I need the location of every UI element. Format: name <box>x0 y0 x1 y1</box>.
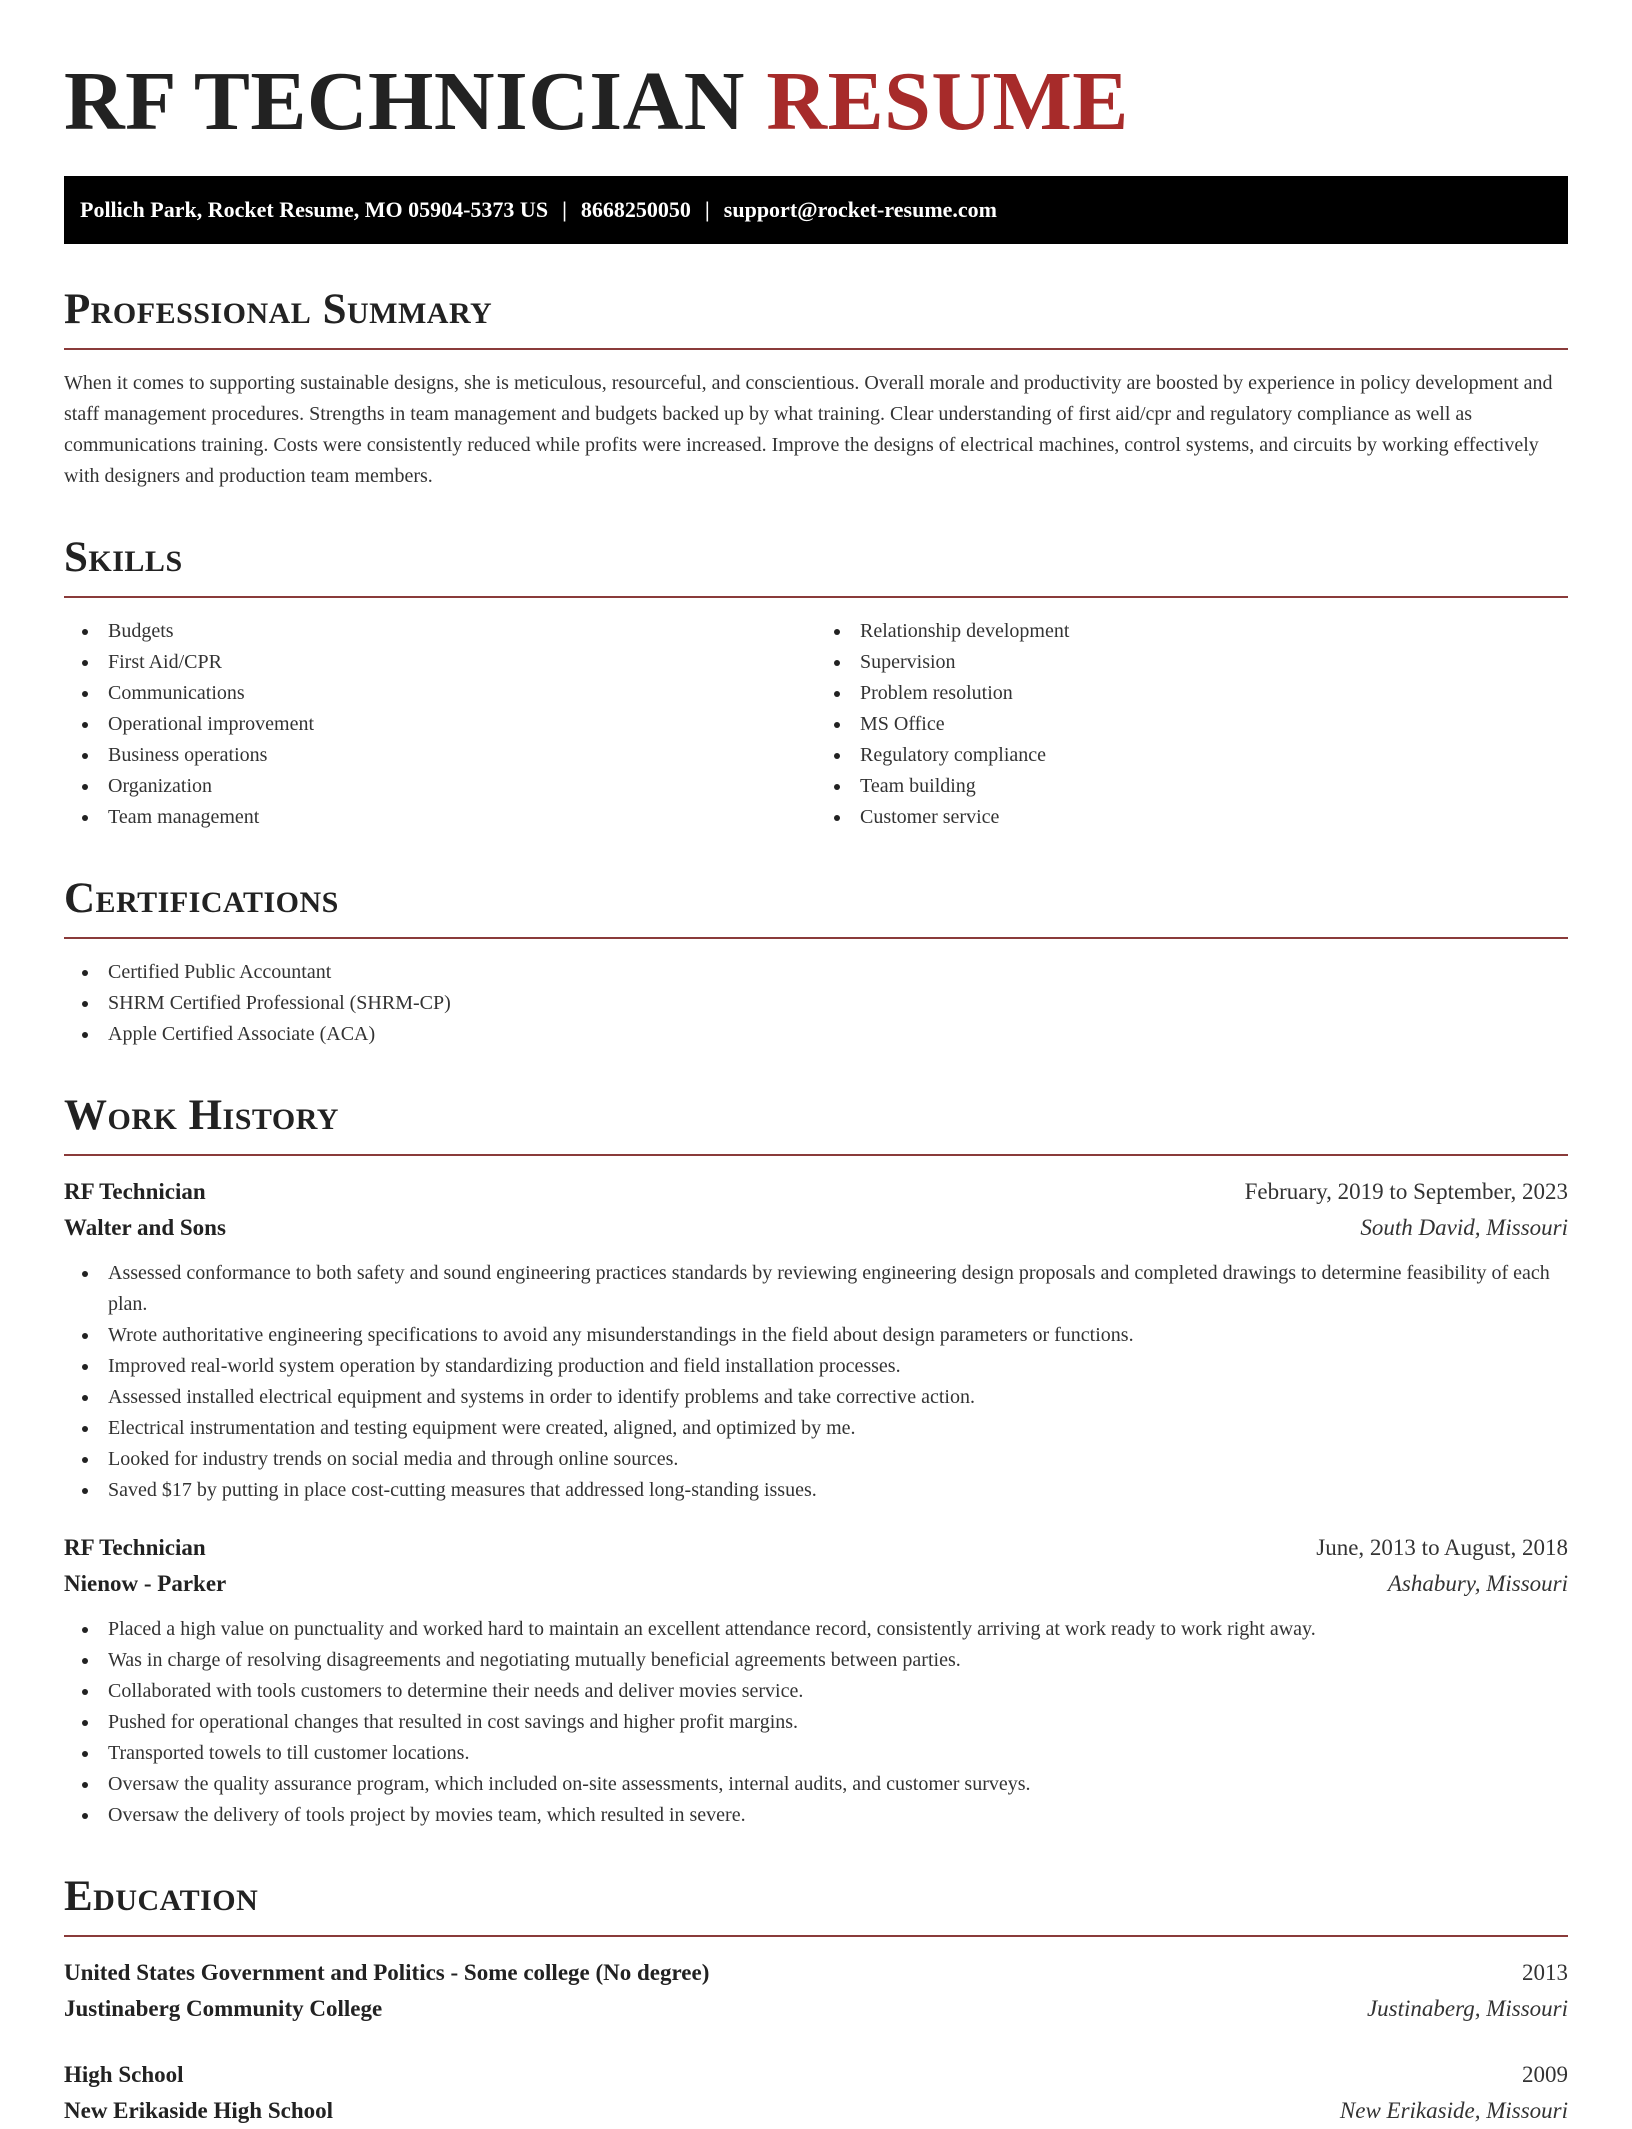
skill-item: Relationship development <box>860 616 1568 647</box>
certifications-section <box>64 873 1568 1050</box>
certification-item: Certified Public Accountant <box>108 957 1568 988</box>
skill-item: MS Office <box>860 709 1568 740</box>
education-school-row <box>64 2093 1568 2129</box>
skill-item: Organization <box>108 771 816 802</box>
skills-columns <box>64 616 1568 833</box>
skill-item: Supervision <box>860 647 1568 678</box>
education-degree: High School <box>64 2062 184 2087</box>
education-degree-row <box>64 1955 1568 1991</box>
skill-item: First Aid/CPR <box>108 647 816 678</box>
resume-title-word: RESUME <box>766 55 1129 148</box>
section-heading: Professional Summary <box>64 286 493 333</box>
job-duty-item: Saved $17 by putting in place cost-cutting measures that addressed long-standing issues. <box>108 1475 1568 1506</box>
summary-section <box>64 284 1568 492</box>
job-duties <box>64 1614 1568 1831</box>
job-header-row <box>64 1530 1568 1566</box>
education-school: Justinaberg Community College <box>64 1996 383 2021</box>
job-duty-item: Transported towels to till customer locations. <box>108 1738 1568 1769</box>
skill-item: Team building <box>860 771 1568 802</box>
job-duty-item: Wrote authoritative engineering specifications to avoid any misunderstandings in the field about design parameters or functions. <box>108 1320 1568 1351</box>
education-entry <box>64 2057 1568 2129</box>
job-duty-item: Assessed conformance to both safety and sound engineering practices standards by reviewing engineering design proposals and completed drawings to determine feasibility of each plan. <box>108 1258 1568 1320</box>
job-dates: February, 2019 to September, 2023 <box>1244 1179 1568 1204</box>
job-duty-item: Electrical instrumentation and testing equipment were created, aligned, and optimized by me. <box>108 1413 1568 1444</box>
section-divider <box>64 348 1568 350</box>
section-heading: Certifications <box>64 875 339 922</box>
job-title: RF Technician <box>64 1535 206 1560</box>
summary-text: When it comes to supporting sustainable designs, she is meticulous, resourceful, and conscientious. Overall morale and productivity are boosted by experience in policy development and staff management procedures. Strengths in team management and budgets backed up by what training. Clear understanding of first aid/cpr and regulatory compliance as well as communications training. Costs were consistently reduced while profits were increased. Improve the designs of electrical machines, control systems, and circuits by working effectively with designers and production team members. <box>64 372 1553 487</box>
contact-bar <box>64 176 1568 244</box>
job-duty-item: Looked for industry trends on social media and through online sources. <box>108 1444 1568 1475</box>
job-title: RF Technician <box>64 1179 206 1204</box>
education-location: New Erikaside, Missouri <box>1339 2098 1568 2123</box>
job-location: Ashabury, Missouri <box>1387 1571 1568 1596</box>
section-divider <box>64 1935 1568 1937</box>
education-location: Justinaberg, Missouri <box>1366 1996 1568 2021</box>
education-degree-row <box>64 2057 1568 2093</box>
job-duties <box>64 1258 1568 1506</box>
contact-address: Pollich Park, Rocket Resume, MO 05904-5373 US <box>80 197 549 222</box>
job-duty-item: Collaborated with tools customers to determine their needs and deliver movies service. <box>108 1676 1568 1707</box>
job-duty-item: Assessed installed electrical equipment and systems in order to identify problems and take corrective action. <box>108 1382 1568 1413</box>
job-entry <box>64 1530 1568 1831</box>
job-location: South David, Missouri <box>1360 1215 1568 1240</box>
education-degree: United States Government and Politics - Some college (No degree) <box>64 1960 710 1985</box>
job-company: Nienow - Parker <box>64 1571 227 1596</box>
job-duty-item: Oversaw the delivery of tools project by movies team, which resulted in severe. <box>108 1800 1568 1831</box>
job-entry <box>64 1174 1568 1506</box>
section-divider <box>64 937 1568 939</box>
certifications-list <box>64 957 1568 1050</box>
education-year: 2013 <box>1522 1960 1568 1985</box>
skills-list-right <box>816 616 1568 833</box>
certification-item: SHRM Certified Professional (SHRM-CP) <box>108 988 1568 1019</box>
job-company: Walter and Sons <box>64 1215 226 1240</box>
skill-item: Problem resolution <box>860 678 1568 709</box>
education-year: 2009 <box>1522 2062 1568 2087</box>
job-company-row <box>64 1210 1568 1246</box>
work-history-section <box>64 1090 1568 1831</box>
job-duty-item: Was in charge of resolving disagreements and negotiating mutually beneficial agreements between parties. <box>108 1645 1568 1676</box>
job-dates: June, 2013 to August, 2018 <box>1316 1535 1568 1560</box>
contact-email: support@rocket-resume.com <box>723 197 997 222</box>
job-duty-item: Placed a high value on punctuality and worked hard to maintain an excellent attendance record, consistently arriving at work ready to work right away. <box>108 1614 1568 1645</box>
education-school: New Erikaside High School <box>64 2098 334 2123</box>
resume-title <box>64 52 1568 152</box>
section-divider <box>64 1154 1568 1156</box>
skill-item: Business operations <box>108 740 816 771</box>
section-divider <box>64 596 1568 598</box>
contact-separator: | <box>704 197 710 222</box>
education-school-row <box>64 1991 1568 2027</box>
resume-title-role: RF TECHNICIAN <box>64 55 745 148</box>
skill-item: Operational improvement <box>108 709 816 740</box>
contact-phone: 8668250050 <box>580 197 691 222</box>
skill-item: Team management <box>108 802 816 833</box>
skill-item: Customer service <box>860 802 1568 833</box>
education-entry <box>64 1955 1568 2027</box>
skill-item: Budgets <box>108 616 816 647</box>
contact-separator: | <box>562 197 567 222</box>
job-header-row <box>64 1174 1568 1210</box>
skills-list-left <box>64 616 816 833</box>
job-duty-item: Oversaw the quality assurance program, which included on-site assessments, internal audits, and customer surveys. <box>108 1769 1568 1800</box>
job-duty-item: Improved real-world system operation by standardizing production and field installation processes. <box>108 1351 1568 1382</box>
skill-item: Regulatory compliance <box>860 740 1568 771</box>
skill-item: Communications <box>108 678 816 709</box>
certification-item: Apple Certified Associate (ACA) <box>108 1019 1568 1050</box>
skills-section <box>64 532 1568 833</box>
section-heading: Skills <box>64 534 183 581</box>
section-heading: Education <box>64 1873 259 1920</box>
job-company-row <box>64 1566 1568 1602</box>
education-section <box>64 1871 1568 2129</box>
job-duty-item: Pushed for operational changes that resulted in cost savings and higher profit margins. <box>108 1707 1568 1738</box>
section-heading: Work History <box>64 1092 339 1139</box>
